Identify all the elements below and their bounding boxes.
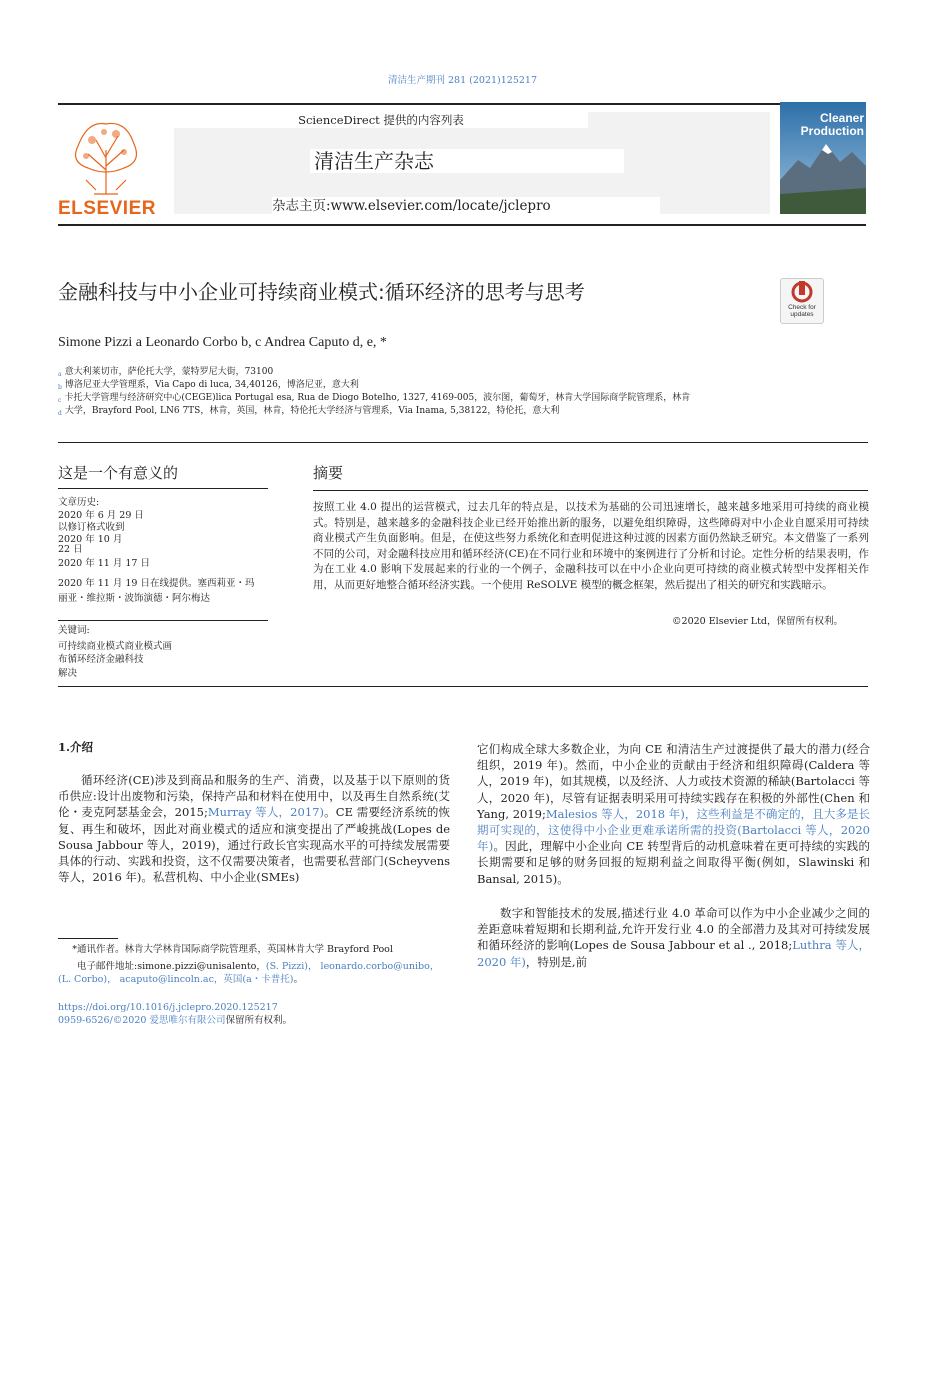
abstract-heading: 摘要 — [313, 464, 344, 482]
keywords-line-3: 解决 — [58, 667, 78, 679]
check-updates-icon — [781, 279, 823, 305]
check-updates-label — [781, 304, 823, 318]
online-date-2: 丽亚・维拉斯・波饰演德・阿尔梅达 — [58, 593, 211, 604]
sciencedirect-line[interactable]: ScienceDirect 提供的内容列表 — [174, 112, 588, 128]
abstract-text: 按照工业 4.0 提出的运营模式，过去几年的特点是，以技术为基础的公司迅速增长，越来越多地采用可持续的商业模式。特别是，越来越多的金融科技企业已经开始推出新的服务，以避免组织障碍，这些障碍对中小企业自愿采用可持续商业模式产生负面影响。但是，在使这些努力系统化和查明促进这种过渡的因素方面仍然缺乏研究。本文借鉴了一系列不同的公司，对金融科技应用和循环经济(CE)在不同行业和环境中的案例进行了分析和讨论。定性分析的结果表明，作为在工业 4.0 影响下发展起来的行业的一个例子，金融科技可以在中小企业向更可持续的商业模式转型中发挥相关作用，从而更好地整合循环经济实践。一个使用 ReSOLVE 模型的概念框架，然后提出了相关的研究和实践暗示。 — [313, 501, 869, 591]
accepted-date: 2020 年 11 月 17 日 — [58, 557, 150, 569]
doi-block — [58, 1001, 298, 1027]
citation-link[interactable]: Murray 等人，2017) — [207, 805, 324, 820]
doi-link[interactable]: https://doi.org/10.1016/j.jclepro.2020.125217 0959-6526/©2020 爱思唯尔有限公司 — [58, 1002, 278, 1026]
intro-right-paragraph-1 — [477, 741, 870, 887]
keywords-label: 关键词: — [58, 625, 90, 636]
check-updates-line1: Check for — [788, 304, 816, 311]
history-label: 文章历史: — [58, 497, 100, 508]
affiliation-a — [58, 364, 273, 378]
corresponding-author-note: *通讯作者。林肯大学林肯国际商学院管理系，英国林肯大学 Brayford Pool — [72, 944, 393, 955]
article-title: 金融科技与中小企业可持续商业模式:循环经济的思考与思考 — [58, 280, 585, 304]
affiliation-text: 博洛尼亚大学管理系，Via Capo di luca, 34,40126，博洛尼亚，意大利 — [64, 380, 359, 390]
email-label: 电子邮件地址:simone.pizzi@unisalento， — [77, 961, 266, 972]
affiliation-text: 大学，Brayford Pool, LN6 7TS，林肯，英国，林肯，特伦托大学经济与管理系，Via Inama, 5,38122，特伦托，意大利 — [64, 406, 560, 416]
citation-link[interactable]: Luthra 等人，2020 年) — [477, 938, 870, 969]
affiliation-d — [58, 403, 559, 417]
intro-right-paragraph-2 — [477, 905, 870, 970]
keywords-block — [58, 624, 268, 680]
intro-right2-text-b: ，特别是,前 — [525, 954, 588, 969]
intro-right-text-b: 。因此，理解中小企业向 CE 转型背后的动机意味着在更可持续的实践的长期需要和足够的财务回报的短期利益之间取得平衡(例如，Slawinski 和 Bansal, 2015)。 — [477, 839, 870, 886]
intro-right-text-a: 它们构成全球大多数企业，为向 CE 和清洁生产过渡提供了最大的潜力(经合组织，2019 年)。然而，中小企业的贡献由于经济和组织障碍(Caldera 等人，2019 年)，如其规模，以及经济、人力或技术资源的稀缺(Bartolacci 等人，2020 年)，尽管有证据表明采用可持续实践存在积极的外部性(Chen 和 Yang, 2019; — [477, 742, 870, 821]
online-date-1: 2020 年 11 月 19 日在线提供。塞西莉亚・玛 — [58, 578, 255, 589]
affiliation-c — [58, 390, 690, 404]
affiliation-mark: d — [58, 410, 62, 417]
footnote-rule — [58, 938, 118, 939]
author-list[interactable]: Simone Pizzi a Leonardo Corbo b, c Andrea Caputo d, e, * — [58, 335, 387, 350]
publisher-logo-text[interactable]: ELSEVIER — [58, 198, 156, 219]
check-updates-line2: updates — [790, 311, 814, 318]
section-rule — [58, 442, 868, 443]
intro-left-text-a: 循环经济(CE)涉及到商品和服务的生产、消费，以及基于以下原则的货币供应:设计出废物和污染，保持产品和材料在使用中，以及再生自然系统(艾伦・麦克阿瑟基金会，2015; — [58, 773, 450, 820]
revised-date-1: 2020 年 10 月 — [58, 533, 123, 545]
affiliation-mark: a — [58, 371, 62, 378]
intro-heading: 1.介绍 — [58, 740, 94, 754]
article-history — [58, 497, 268, 606]
revised-label: 以修订格式收到 — [58, 522, 125, 533]
article-info-heading: 这是一个有意义的 — [58, 464, 179, 482]
abstract-bottom-rule — [58, 686, 868, 687]
doi-rights: 保留所有权利。 — [225, 1015, 292, 1026]
cover-title-line1: Cleaner — [819, 111, 864, 125]
affiliation-b — [58, 377, 359, 391]
article-info-rule — [58, 488, 268, 489]
keywords-line-1: 可持续商业模式商业模式画 — [58, 640, 173, 652]
keywords-rule — [58, 620, 268, 621]
abstract-rule — [313, 490, 868, 491]
cover-title-line2: Production — [800, 124, 864, 138]
intro-left-text-b: 。CE 需要经济系统的恢复、再生和破坏，因此对商业模式的适应和演变提出了严峻挑战(Lopes de Sousa Jabbour 等人，2019)，通过行政长官实现高水平的可持续发展需要具体的行动、实践和投资，这不仅需要决策者，也需要私营部门(Scheyvens 等人，2016 年)。私营机构、中小企业(SMEs) — [58, 805, 450, 885]
email-end: 。 — [293, 974, 303, 985]
affiliation-text: 意大利莱切市，萨伦托大学，蒙特罗尼大街，73100 — [64, 367, 274, 377]
email-links[interactable]: (S. Pizzi)， leonardo.corbo@unibo，(L. Corbo)， acaputo@lincoln.ac，英国(a・卡普托) — [58, 961, 440, 985]
intro-left-paragraph — [58, 772, 450, 885]
cover-title — [784, 112, 864, 138]
journal-name[interactable]: 清洁生产杂志 — [310, 149, 624, 173]
journal-reference[interactable]: 清洁生产期刊 281 (2021)125217 — [387, 75, 538, 86]
revised-date-2: 22 日 — [58, 543, 83, 555]
header-top-rule — [58, 103, 866, 105]
header-bottom-rule — [58, 224, 866, 226]
received-date: 2020 年 6 月 29 日 — [58, 509, 144, 521]
affiliation-text: 卡托大学管理与经济研究中心(CEGE)lica Portugal esa, Rua de Diogo Botelho, 1327, 4169-005，波尔图，葡萄牙，林肯大学国际商学院管理系，林肯 — [64, 393, 691, 403]
keywords-line-2: 布循环经济金融科技 — [58, 654, 144, 665]
abstract-copyright: ©2020 Elsevier Ltd，保留所有权利。 — [672, 616, 843, 627]
journal-homepage[interactable]: 杂志主页:www.elsevier.com/locate/jclepro — [272, 197, 660, 215]
email-note — [58, 960, 450, 986]
affiliation-mark: c — [58, 397, 62, 404]
affiliation-mark: b — [58, 384, 62, 391]
citation-link[interactable]: Malesios 等人，2018 年)，这些利益是不确定的，且大多是长期可实现的，这使得中小企业更难承诺所需的投资(Bartolacci 等人，2020 年) — [477, 806, 870, 854]
intro-right2-text-a: 数字和智能技术的发展,描述行业 4.0 革命可以作为中小企业减少之间的差距意味着短期和长期利益,允许开发行业 4.0 的全部潜力及其对可持续发展和循环经济的影响(Lopes de Sousa Jabbour et al ., 2018; — [477, 906, 870, 953]
